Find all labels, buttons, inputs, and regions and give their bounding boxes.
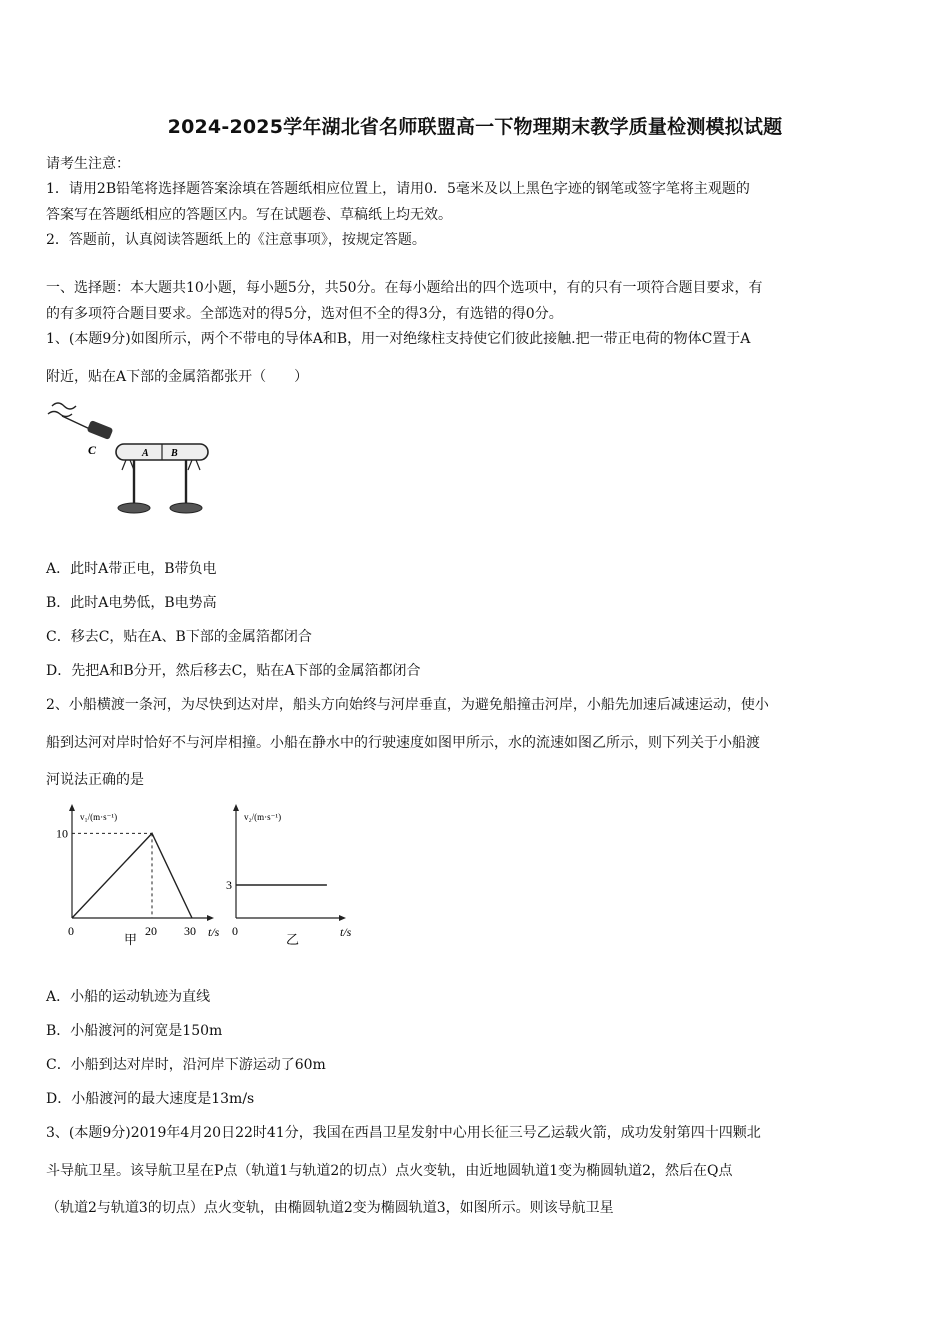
x-tick-30: 30	[184, 924, 196, 938]
q1-option-a[interactable]: A．此时A带正电，B带负电	[46, 561, 217, 577]
charged-object-c	[87, 420, 114, 440]
q1-conductor-figure	[44, 398, 214, 520]
q2-option-a[interactable]: A．小船的运动轨迹为直线	[46, 989, 211, 1005]
q1-stem-2: 附近，贴在A下部的金属箔都张开（ ）	[46, 369, 309, 385]
q2-stem-3: 河说法正确的是	[46, 772, 144, 788]
q3-stem-3: （轨道2与轨道3的切点）点火变轨，由椭圆轨道2变为椭圆轨道3，如图所示。则该导航卫星	[46, 1200, 614, 1216]
section-intro-1: 一、选择题：本大题共10小题，每小题5分，共50分。在每小题给出的四个选项中，有的只有一项符合题目要求，有	[46, 280, 763, 296]
notice-item-2: 2．答题前，认真阅读答题纸上的《注意事项》，按规定答题。	[46, 232, 426, 248]
label-b: B	[171, 448, 178, 459]
q3-stem-2: 斗导航卫星。该导航卫星在P点（轨道1与轨道2的切点）点火变轨，由近地圆轨道1变为椭圆轨道2，然后在Q点	[46, 1163, 733, 1179]
label-a: A	[142, 448, 149, 459]
foil-a	[122, 460, 134, 470]
q2-option-d[interactable]: D．小船渡河的最大速度是13m/s	[46, 1091, 255, 1107]
q1-option-c[interactable]: C．移去C，贴在A、B下部的金属箔都闭合	[46, 629, 312, 645]
q1-stem-1: 1、(本题9分)如图所示，两个不带电的导体A和B，用一对绝缘柱支持使它们彼此接触.把一带正电荷的物体C置于A	[46, 331, 751, 347]
label-c: C	[88, 443, 97, 457]
x-axis-label: t/s	[340, 925, 352, 939]
y-tick-10: 10	[56, 826, 68, 841]
notice-heading: 请考生注意：	[46, 156, 130, 172]
x-axis-arrow	[207, 915, 214, 921]
charge-squiggle	[52, 403, 76, 409]
base-b	[170, 503, 202, 513]
x-axis-label: t/s	[208, 925, 220, 939]
q3-stem-1: 3、(本题9分)2019年4月20日22时41分，我国在西昌卫星发射中心用长征三号乙运载火箭，成功发射第四十四颗北	[46, 1125, 761, 1141]
y-axis-arrow	[233, 804, 239, 811]
chart-jia	[50, 800, 230, 950]
x-axis-arrow	[339, 915, 346, 921]
chart-title: 甲	[124, 932, 138, 947]
chart-title: 乙	[286, 932, 300, 947]
series-line	[72, 833, 192, 918]
q2-stem-1: 2、小船横渡一条河，为尽快到达对岸，船头方向始终与河岸垂直，为避免船撞击河岸，小船先加速后减速运动，使小	[46, 697, 769, 713]
y-tick-3: 3	[226, 878, 232, 892]
page-title: 2024-2025学年湖北省名师联盟高一下物理期末教学质量检测模拟试题	[167, 116, 783, 138]
q2-stem-2: 船到达河对岸时恰好不与河岸相撞。小船在静水中的行驶速度如图甲所示，水的流速如图乙所示，则下列关于小船渡	[46, 735, 760, 751]
rod-c	[62, 416, 92, 430]
y-axis-label: v₂/(m·s⁻¹)	[244, 812, 282, 822]
base-a	[118, 503, 150, 513]
q1-option-b[interactable]: B．此时A电势低，B电势高	[46, 595, 217, 611]
y-axis-label: v₁/(m·s⁻¹)	[80, 812, 118, 822]
x-tick-0: 0	[68, 924, 74, 938]
q1-option-d[interactable]: D．先把A和B分开，然后移去C，贴在A下部的金属箔都闭合	[46, 663, 421, 679]
q2-option-c[interactable]: C．小船到达对岸时，沿河岸下游运动了60m	[46, 1057, 326, 1073]
q2-option-b[interactable]: B．小船渡河的河宽是150m	[46, 1023, 223, 1039]
foil-b	[188, 460, 200, 470]
charge-squiggle	[48, 412, 72, 417]
x-tick-0: 0	[232, 924, 238, 938]
notice-item-1-b: 答案写在答题纸相应的答题区内。写在试题卷、草稿纸上均无效。	[46, 207, 452, 223]
notice-item-1-a: 1．请用2B铅笔将选择题答案涂填在答题纸相应位置上，请用0．5毫米及以上黑色字迹的钢笔或签字笔将主观题的	[46, 181, 750, 197]
x-tick-20: 20	[145, 924, 157, 938]
chart-yi	[214, 800, 364, 950]
y-axis-arrow	[69, 804, 75, 811]
section-intro-2: 的有多项符合题目要求。全部选对的得5分，选对但不全的得3分，有选错的得0分。	[46, 306, 563, 322]
